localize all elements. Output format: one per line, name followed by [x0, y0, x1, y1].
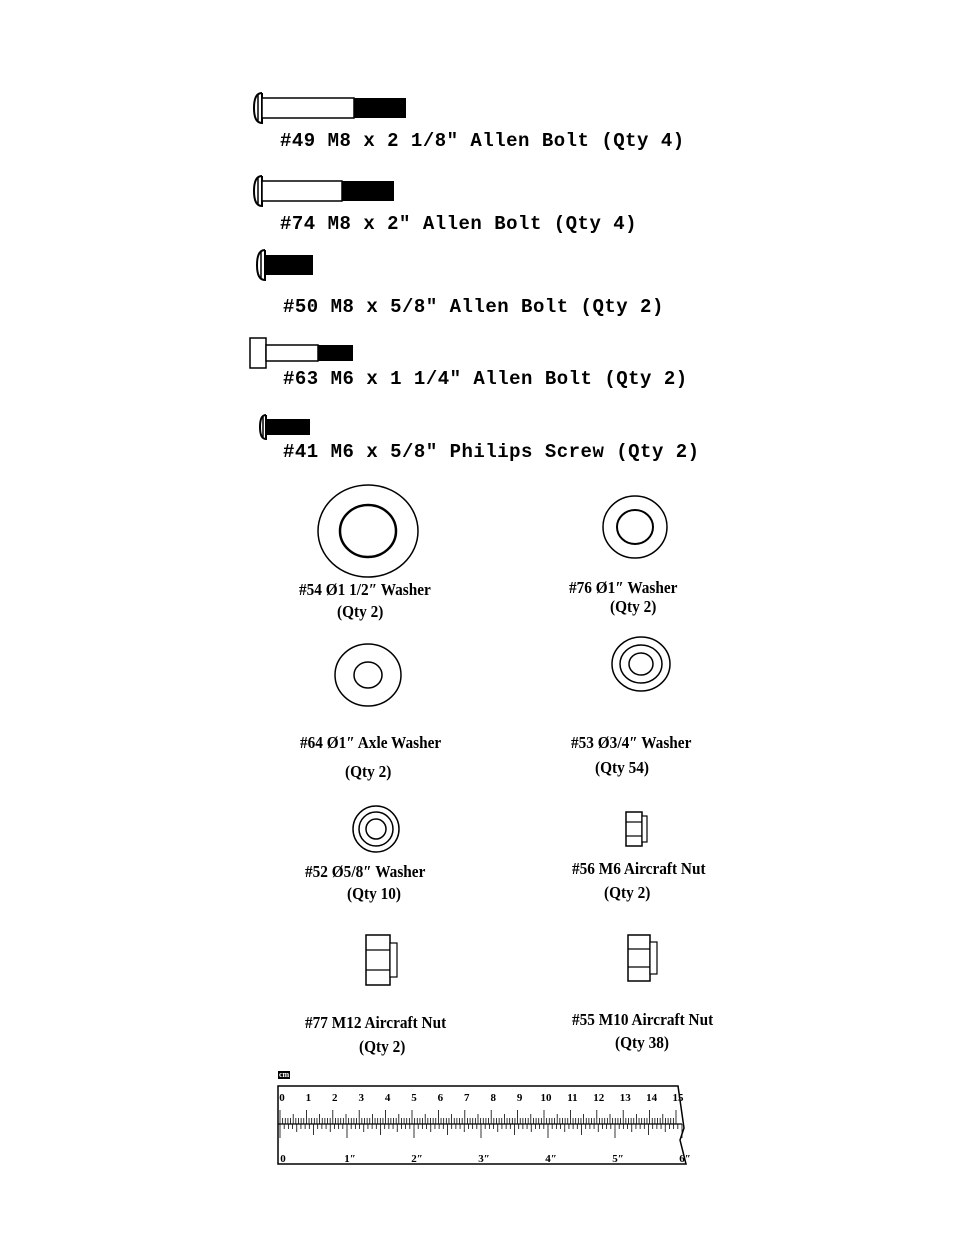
bolt-49-icon: [252, 90, 412, 126]
bolt-50-icon: [255, 248, 319, 282]
part-53-qty: (Qty 54): [595, 758, 649, 777]
nut-77-icon: [364, 933, 400, 987]
cm-label: 5: [411, 1092, 417, 1104]
cm-label: 0: [279, 1092, 285, 1104]
part-52-qty: (Qty 10): [347, 884, 401, 903]
inch-label: 4″: [545, 1153, 557, 1165]
bolt-74-label: #74 M8 x 2" Allen Bolt (Qty 4): [280, 213, 638, 235]
inch-label: 5″: [612, 1153, 624, 1165]
inch-label: 6″: [679, 1153, 691, 1165]
bolt-49-label: #49 M8 x 2 1/8" Allen Bolt (Qty 4): [280, 130, 685, 152]
part-56-qty: (Qty 2): [604, 883, 651, 902]
ruler-cm-unit: cm: [279, 1070, 290, 1079]
part-54-name: #54 Ø1 1/2″ Washer: [299, 580, 431, 599]
part-53-name: #53 Ø3/4″ Washer: [571, 733, 692, 752]
cm-label: 14: [646, 1092, 658, 1104]
part-77-qty: (Qty 2): [359, 1037, 406, 1056]
part-76-qty: (Qty 2): [610, 597, 657, 616]
cm-label: 2: [332, 1092, 338, 1104]
part-77-name: #77 M12 Aircraft Nut: [305, 1013, 447, 1032]
washer-76-icon: [601, 494, 669, 560]
cm-label: 8: [490, 1092, 496, 1104]
inch-label: 0: [280, 1153, 286, 1165]
washer-52-icon: [351, 804, 401, 854]
cm-label: 4: [384, 1092, 391, 1104]
screw-41-icon: [258, 413, 318, 441]
cm-label: 13: [619, 1092, 631, 1104]
cm-label: 7: [464, 1092, 470, 1104]
part-52-name: #52 Ø5/8″ Washer: [305, 862, 426, 881]
washer-54-icon: [315, 483, 421, 579]
bolt-50-label: #50 M8 x 5/8" Allen Bolt (Qty 2): [283, 296, 664, 318]
inch-label: 3″: [478, 1153, 490, 1165]
cm-label: 6: [437, 1092, 444, 1104]
ruler: [270, 1078, 700, 1170]
cm-label: 1: [305, 1092, 312, 1104]
cm-label: 11: [567, 1092, 578, 1104]
cm-label: 10: [540, 1092, 552, 1104]
part-55-qty: (Qty 38): [615, 1033, 669, 1052]
part-54-qty: (Qty 2): [337, 602, 384, 621]
cm-label: 3: [358, 1092, 364, 1104]
inch-label: 2″: [411, 1153, 423, 1165]
cm-label: 12: [593, 1092, 605, 1104]
nut-56-icon: [624, 810, 650, 848]
screw-41-label: #41 M6 x 5/8" Philips Screw (Qty 2): [283, 441, 700, 463]
part-76-name: #76 Ø1″ Washer: [569, 578, 678, 597]
washer-53-icon: [610, 635, 672, 693]
part-56-name: #56 M6 Aircraft Nut: [572, 859, 706, 878]
cm-label: 15: [672, 1092, 684, 1104]
nut-55-icon: [626, 933, 660, 983]
part-64-name: #64 Ø1″ Axle Washer: [300, 733, 442, 752]
bolt-63-icon: [248, 336, 358, 370]
part-55-name: #55 M10 Aircraft Nut: [572, 1010, 714, 1029]
washer-64-icon: [333, 642, 403, 708]
inch-label: 1″: [344, 1153, 356, 1165]
part-64-qty: (Qty 2): [345, 762, 392, 781]
bolt-63-label: #63 M6 x 1 1/4" Allen Bolt (Qty 2): [283, 368, 688, 390]
bolt-74-icon: [252, 173, 402, 209]
cm-label: 9: [516, 1092, 523, 1104]
